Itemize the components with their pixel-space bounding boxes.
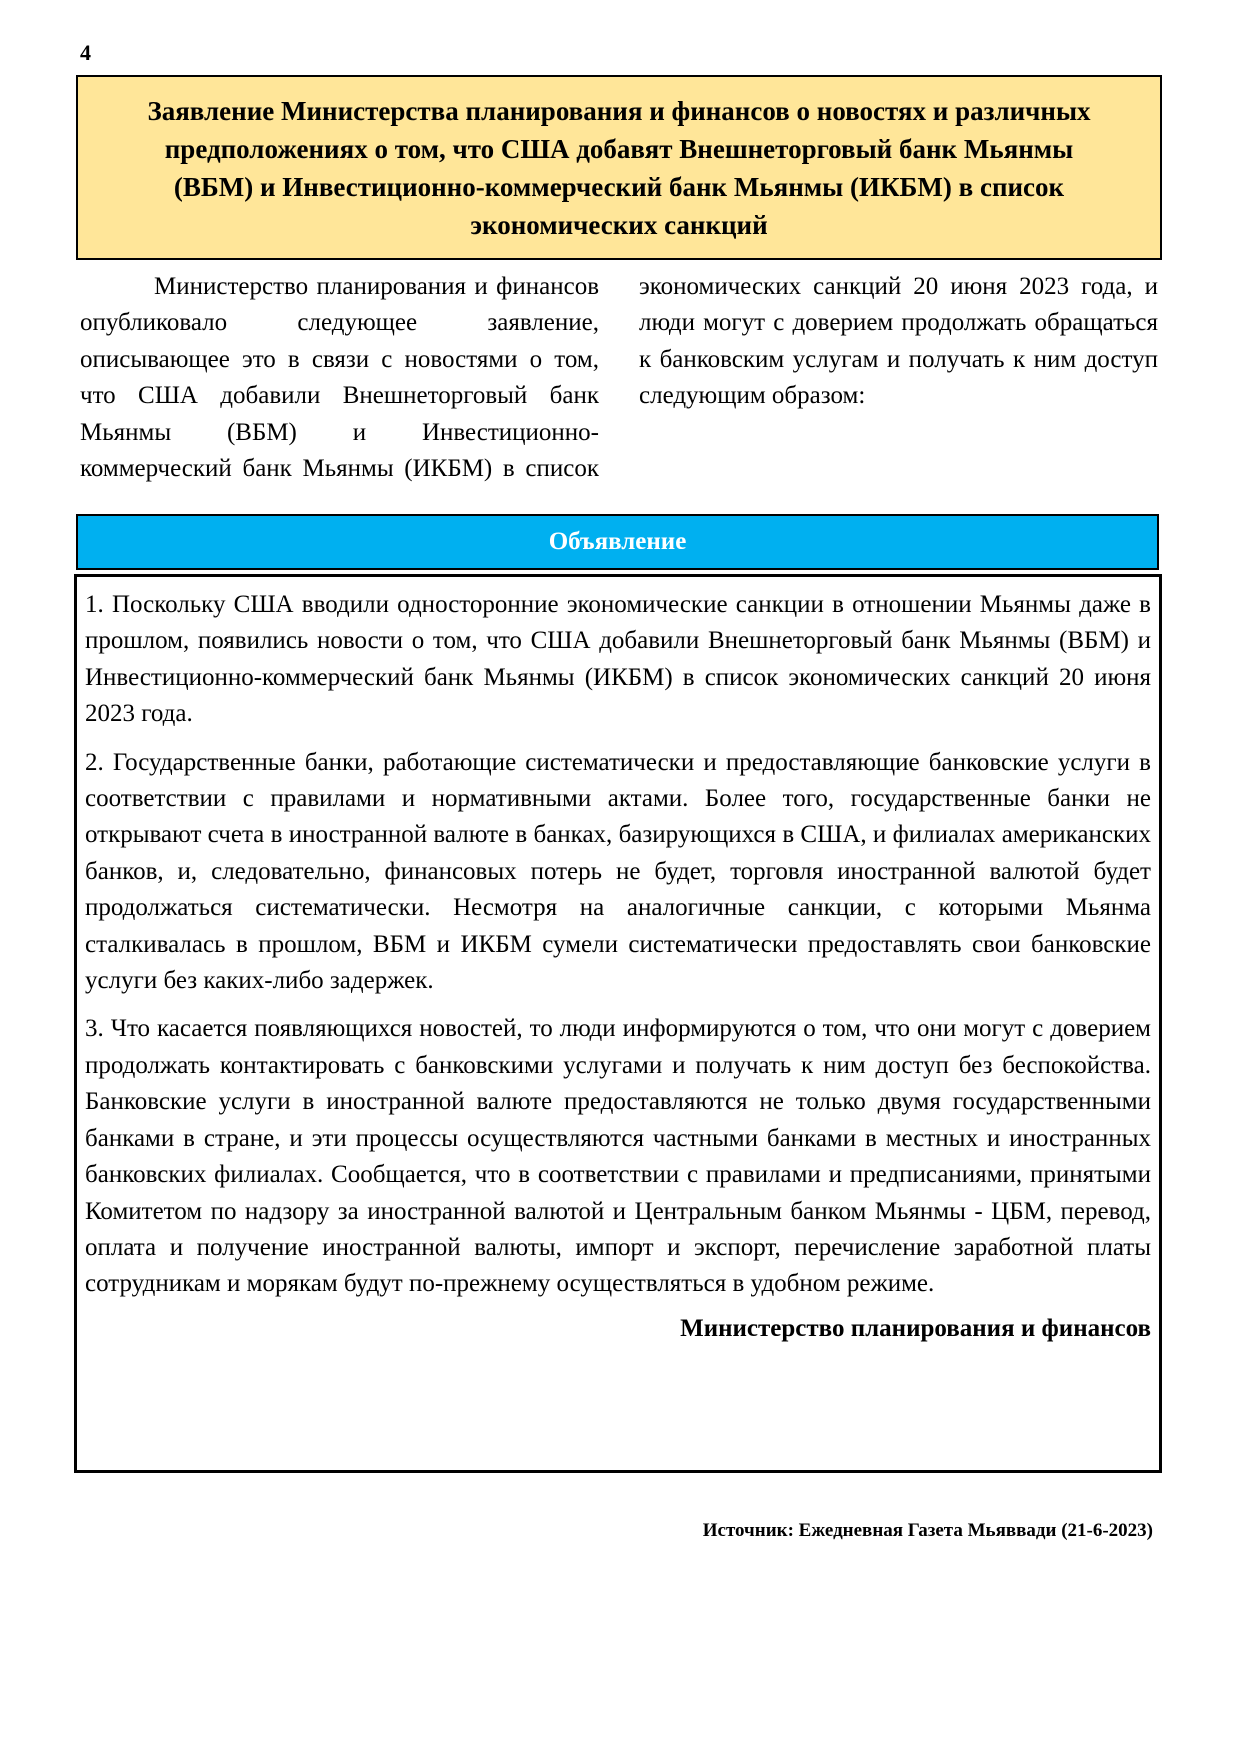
source-citation: Источник: Ежедневная Газета Мьяввади (21-6-2023): [702, 1520, 1153, 1541]
signature: Министерство планирования и финансов: [680, 1314, 1151, 1342]
announcement-header-label: Объявление: [548, 528, 687, 555]
announcement-box: [74, 574, 1162, 1473]
announcement-paragraph-3: 3. Что касается появляющихся новостей, то люди информируются о том, что они могут с доверием продолжать контактировать с банковскими услугами и получать к ним доступ без беспокойства. Банковские услуги в иностранной валюте предоставляются не только двумя государственными банками в стране, и эти процессы осуществляются частными банками в местных и иностранных банковских филиалах. Сообщается, что в соответствии с правилами и предписаниями, принятыми Комитетом по надзору за иностранной валютой и Центральным банком Мьянмы - ЦБМ, перевод, оплата и получение иностранной валюты, импорт и экспорт, перечисление заработной платы сотрудникам и морякам будут по-прежнему осуществляться в удобном режиме.: [85, 1015, 1151, 1298]
announcement-header: [76, 514, 1159, 570]
announcement-paragraph-1: 1. Поскольку США вводили односторонние экономические санкции в отношении Мьянмы даже в прошлом, появились новости о том, что США добавили Внешнеторговый банк Мьянмы (ВБМ) и Инвестиционно-коммерческий банк Мьянмы (ИКБМ) в список экономических санкций 20 июня 2023 года.: [85, 591, 1151, 728]
announcement-paragraph-2: 2. Государственные банки, работающие систематически и предоставляющие банковские услуги в соответствии с правилами и нормативными актами. Более того, государственные банки не открывают счета в иностранной валюте в банках, базирующихся в США, и филиалах американских банков, и, следовательно, финансовых потерь не будет, торговля иностранной валютой будет продолжаться систематически. Несмотря на аналогичные санкции, с которыми Мьянма сталкивалась в прошлом, ВБМ и ИКБМ сумели систематически предоставлять свои банковские услуги без каких-либо задержек.: [85, 748, 1151, 995]
page-number: 4: [80, 40, 91, 65]
title-box: [76, 75, 1162, 260]
intro-text: Министерство планирования и финансов опубликовало следующее заявление, описывающее это в связи с новостями о том, что США добавили Внешнеторговый банк Мьянмы (ВБМ) и Инвестиционно-коммерческий банк Мьянмы (ИКБМ) в список экономических санкций 20 июня 2023 года, и люди могут с доверием продолжать обращаться к банковским услугам и получать к ним доступ следующим образом:: [80, 273, 1158, 483]
document-title: Заявление Министерства планирования и финансов о новостях и различных предположениях о том, что США добавят Внешнеторговый банк Мьянмы (ВБМ) и Инвестиционно-коммерческий банк Мьянмы (ИКБМ) в список экономических санкций: [147, 95, 1091, 240]
